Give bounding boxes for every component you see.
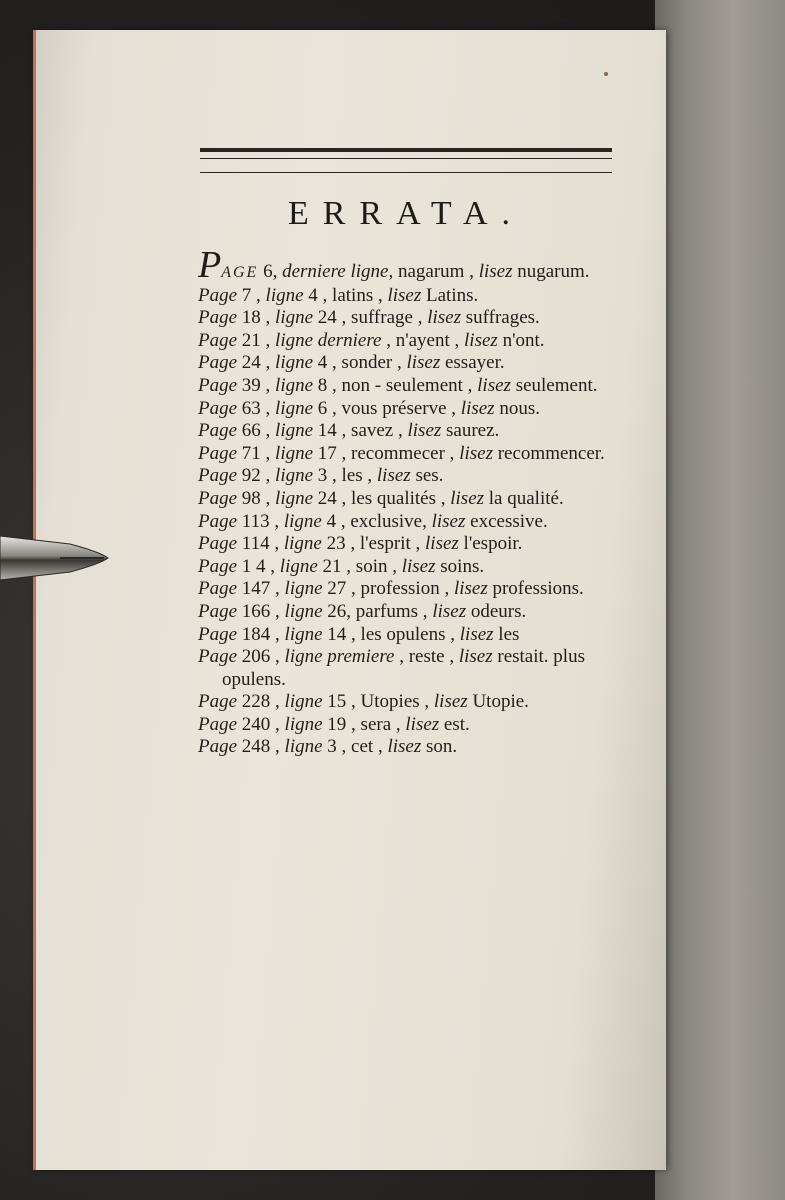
errata-entry: [198, 330, 618, 353]
page-number: 7 ,: [237, 284, 261, 306]
erroneous-text: savez ,: [346, 420, 403, 442]
errata-entry: [198, 578, 618, 601]
lisez-label: lisez: [445, 487, 485, 509]
page-title: ERRATA.: [287, 195, 524, 232]
line-number: ,: [381, 329, 391, 351]
correction-text: seulement.: [510, 374, 598, 396]
line-label: ligne: [279, 578, 323, 600]
errata-entry: [198, 420, 618, 443]
erroneous-text: vous préserve ,: [336, 397, 457, 419]
line-label: ligne: [270, 374, 314, 396]
line-number: ,: [394, 646, 404, 668]
page-number: 66 ,: [237, 420, 271, 442]
errata-entry: [198, 736, 618, 759]
errata-entry: [198, 465, 618, 488]
line-number: 24 ,: [313, 307, 347, 329]
page-number: 39 ,: [237, 374, 271, 396]
correction-text: Utopie.: [467, 691, 529, 713]
lisez-label: lisez: [429, 691, 468, 713]
lisez-label: lisez: [372, 465, 411, 487]
line-label: ligne: [279, 510, 322, 532]
correction-text: saurez.: [441, 420, 500, 442]
page-label: Page: [198, 736, 238, 758]
lisez-label: lisez: [400, 713, 440, 735]
errata-entry: [198, 556, 618, 579]
page-number: 63 ,: [237, 397, 271, 419]
line-number: 14 ,: [313, 420, 347, 442]
lisez-label: lisez: [472, 374, 511, 396]
errata-entry: [198, 511, 618, 534]
line-number: 8 ,: [313, 374, 337, 396]
line-label: ligne: [270, 420, 314, 442]
dropcap: P: [198, 244, 222, 286]
line-number: 3 ,: [322, 736, 347, 758]
page-number: 248 ,: [237, 736, 280, 758]
erroneous-text: cet ,: [346, 736, 383, 758]
line-label: ligne: [275, 555, 318, 577]
lisez-label: lisez: [473, 261, 513, 282]
page-label: Page: [198, 713, 238, 735]
lisez-label: lisez: [402, 420, 442, 442]
correction-text: est.: [439, 713, 470, 735]
page-label: Page: [198, 487, 238, 509]
correction-text: restait. plus opulens.: [222, 646, 585, 690]
errata-entry: [198, 533, 618, 556]
errata-list: [198, 244, 618, 759]
page-label: Page: [198, 284, 238, 306]
page-label: Page: [198, 510, 238, 532]
errata-entry: [198, 352, 618, 375]
correction-text: professions.: [487, 578, 584, 600]
correction-text: nous.: [494, 397, 540, 419]
lisez-label: lisez: [422, 307, 461, 329]
line-number: 15 ,: [322, 691, 356, 713]
page-label: Page: [198, 397, 238, 419]
page-number: 206 ,: [237, 646, 280, 668]
page-number: 113 ,: [237, 510, 280, 532]
correction-text: nugarum.: [512, 261, 590, 282]
page-label: Page: [198, 352, 238, 374]
correction-text: Latins.: [421, 284, 479, 306]
line-number: 21 ,: [317, 555, 352, 577]
correction-text: recommencer.: [492, 442, 605, 464]
page-label: Page: [198, 600, 238, 622]
correction-text: les: [493, 623, 520, 645]
lisez-label: lisez: [427, 600, 467, 622]
lisez-label: lisez: [459, 329, 498, 351]
correction-text: soins.: [435, 555, 485, 577]
erroneous-text: sonder ,: [336, 352, 402, 374]
erroneous-text: l'esprit ,: [355, 533, 421, 555]
correction-text: la qualité.: [484, 487, 564, 509]
page-number: 24 ,: [237, 352, 271, 374]
erroneous-text: les opulens ,: [355, 623, 456, 645]
page-label: Page: [198, 578, 238, 600]
line-number: 24 ,: [313, 487, 347, 509]
page-label: Page: [198, 442, 238, 464]
page-label: Page: [198, 646, 238, 668]
erroneous-text: profession ,: [355, 578, 450, 600]
lisez-label: lisez: [455, 623, 494, 645]
errata-entry: [198, 285, 618, 308]
page-number: 228 ,: [237, 691, 280, 713]
erroneous-text: Utopies ,: [355, 691, 430, 713]
line-label: ligne: [279, 623, 323, 645]
lisez-label: lisez: [449, 578, 488, 600]
dropcap-rest: AGE: [221, 264, 259, 281]
line-label: ligne: [270, 397, 314, 419]
line-label: ligne: [279, 691, 323, 713]
correction-text: ses.: [410, 465, 444, 487]
page-number: 21 ,: [237, 329, 271, 351]
line-label: ligne: [270, 465, 314, 487]
lisez-label: lisez: [382, 284, 422, 306]
erroneous-text: les ,: [336, 465, 373, 487]
line-number: 6 ,: [313, 397, 337, 419]
errata-entry: [198, 691, 618, 714]
header-rule-thin: [200, 158, 612, 159]
line-number: 19 ,: [322, 713, 356, 735]
page-number: 6,: [258, 261, 278, 282]
page-label: Page: [198, 623, 238, 645]
facing-page-edge: [655, 0, 785, 1200]
page-number: 184 ,: [237, 623, 280, 645]
foxing-spot: [604, 72, 608, 76]
line-number: 4 ,: [321, 510, 346, 532]
errata-entries: [198, 285, 618, 759]
erroneous-text: , nagarum ,: [388, 261, 474, 282]
errata-entry: [198, 488, 618, 511]
correction-text: l'espoir.: [458, 533, 523, 555]
page-label: Page: [198, 465, 238, 487]
erroneous-text: recommecer ,: [346, 442, 455, 464]
lisez-label: lisez: [456, 397, 495, 419]
lisez-label: lisez: [426, 510, 466, 532]
errata-entry: [198, 646, 618, 691]
page-number: 114 ,: [237, 533, 280, 555]
erroneous-text: sera ,: [355, 713, 401, 735]
correction-text: odeurs.: [466, 600, 527, 622]
header-rule-bottom: [200, 172, 612, 173]
pen-tip-icon: [0, 530, 110, 586]
erroneous-text: suffrage ,: [346, 307, 423, 329]
page-label: Page: [198, 555, 238, 577]
line-number: 14 ,: [322, 623, 356, 645]
erroneous-text: les qualités ,: [346, 487, 446, 509]
line-label: ligne: [279, 600, 323, 622]
line-number: 4 ,: [313, 352, 337, 374]
erroneous-text: reste ,: [403, 646, 455, 668]
page-number: 240 ,: [237, 713, 280, 735]
erroneous-text: soin ,: [351, 555, 397, 577]
line-label: ligne: [260, 284, 304, 306]
line-label: ligne: [270, 307, 314, 329]
page-number: 98 ,: [237, 487, 271, 509]
page-label: Page: [198, 691, 238, 713]
errata-entry: [198, 244, 618, 286]
lisez-label: lisez: [382, 736, 422, 758]
page-label: Page: [198, 374, 238, 396]
erroneous-text: non - seulement ,: [336, 374, 473, 396]
correction-text: son.: [421, 736, 458, 758]
line-label: ligne: [270, 487, 314, 509]
page-number: 166 ,: [237, 600, 280, 622]
errata-entry: [198, 443, 618, 466]
page-label: Page: [198, 307, 238, 329]
line-number: 23 ,: [321, 533, 356, 555]
erroneous-text: exclusive,: [345, 510, 427, 532]
correction-text: n'ont.: [497, 329, 545, 351]
erroneous-text: parfums ,: [351, 600, 428, 622]
line-ref: derniere ligne: [277, 261, 389, 282]
line-number: 26,: [322, 600, 352, 622]
page-number: 18 ,: [237, 307, 271, 329]
page-label: Page: [198, 420, 238, 442]
line-label: ligne premiere: [279, 646, 395, 668]
lisez-label: lisez: [454, 646, 493, 668]
lisez-label: lisez: [454, 442, 493, 464]
errata-entry: [198, 307, 618, 330]
lisez-label: lisez: [420, 533, 459, 555]
correction-text: suffrages.: [460, 307, 540, 329]
line-label: ligne: [279, 533, 322, 555]
lisez-label: lisez: [396, 555, 436, 577]
line-number: 17 ,: [313, 442, 347, 464]
line-label: ligne: [270, 352, 314, 374]
correction-text: essayer.: [440, 352, 505, 374]
erroneous-text: n'ayent ,: [390, 329, 460, 351]
errata-entry: [198, 624, 618, 647]
line-label: ligne derniere: [270, 329, 382, 351]
errata-entry: [198, 398, 618, 421]
errata-entry: [198, 714, 618, 737]
line-label: ligne: [279, 713, 323, 735]
page-label: Page: [198, 329, 238, 351]
page-number: 147 ,: [237, 578, 280, 600]
header-rule-thick: [200, 148, 612, 152]
line-label: ligne: [279, 736, 323, 758]
page-number: 71 ,: [237, 442, 271, 464]
erroneous-text: latins ,: [327, 284, 383, 306]
line-number: 27 ,: [322, 578, 356, 600]
page-number: 1 4 ,: [237, 555, 276, 577]
line-number: 3 ,: [313, 465, 337, 487]
correction-text: excessive.: [465, 510, 548, 532]
errata-entry: [198, 375, 618, 398]
errata-entry: [198, 601, 618, 624]
page-label: Page: [198, 533, 238, 555]
page-number: 92 ,: [237, 465, 271, 487]
line-label: ligne: [270, 442, 314, 464]
line-number: 4 ,: [303, 284, 328, 306]
lisez-label: lisez: [401, 352, 441, 374]
